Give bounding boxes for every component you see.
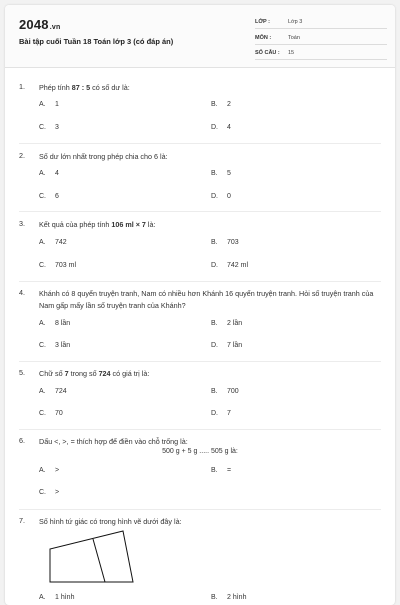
- question-divider: [19, 211, 381, 212]
- option-2c[interactable]: C. 6: [39, 193, 59, 200]
- meta-count-row: [255, 46, 387, 60]
- meta-subject-row: [255, 31, 387, 45]
- option-5c[interactable]: C. 70: [39, 410, 63, 417]
- question-divider: [19, 429, 381, 430]
- option-6c[interactable]: C. >: [39, 489, 60, 496]
- question-divider: [19, 361, 381, 362]
- meta-subject-key: MÔN :: [255, 35, 272, 41]
- option-5a[interactable]: A. 724: [39, 388, 67, 395]
- outer-quadrilateral: [50, 531, 133, 582]
- question-number: 6.: [19, 436, 25, 445]
- option-3a[interactable]: A. 742: [39, 239, 67, 246]
- question-number: 4.: [19, 288, 25, 297]
- question-number: 2.: [19, 151, 25, 160]
- meta-count-value: 15: [288, 50, 295, 56]
- meta-class-value: Lớp 3: [288, 19, 303, 25]
- worksheet-page: [5, 5, 395, 605]
- question-text: Số dư lớn nhất trong phép chia cho 6 là:: [39, 152, 168, 161]
- question-number: 3.: [19, 219, 25, 228]
- question-divider: [19, 281, 381, 282]
- quadrilateral-figure: [45, 529, 135, 585]
- question-number: 7.: [19, 516, 25, 525]
- option-3d[interactable]: D. 742 ml: [211, 262, 249, 269]
- comparison-expression: 500 g + 5 g ..... 505 g là:: [162, 448, 238, 455]
- site-logo[interactable]: [19, 17, 60, 32]
- option-4d[interactable]: D. 7 lần: [211, 342, 243, 349]
- option-5b[interactable]: B. 700: [211, 388, 239, 395]
- worksheet-header: [5, 5, 395, 68]
- option-1a[interactable]: A. 1: [39, 101, 59, 108]
- meta-class-row: [255, 15, 387, 29]
- option-2a[interactable]: A. 4: [39, 170, 59, 177]
- option-5d[interactable]: D. 7: [211, 410, 231, 417]
- question-divider: [19, 509, 381, 510]
- question-text: Kết quả của phép tính 106 ml × 7 là:: [39, 220, 156, 229]
- option-7b[interactable]: B. 2 hình: [211, 594, 247, 601]
- option-4a[interactable]: A. 8 lần: [39, 320, 71, 327]
- option-6a[interactable]: A. >: [39, 467, 60, 474]
- question-text: Dấu <, >, = thích hợp để điền vào chỗ trống là:: [39, 437, 188, 446]
- meta-subject-value: Toán: [288, 35, 300, 41]
- option-2d[interactable]: D. 0: [211, 193, 231, 200]
- option-1d[interactable]: D. 4: [211, 124, 231, 131]
- question-text: Khánh có 8 quyển truyện tranh, Nam có nhiều hơn Khánh 16 quyển truyện tranh. Hỏi số truyện tranh của Nam gấp mấy lần số truyện tranh của Khánh?: [39, 289, 374, 310]
- option-4c[interactable]: C. 3 lần: [39, 342, 71, 349]
- option-3b[interactable]: B. 703: [211, 239, 239, 246]
- meta-class-key: LỚP :: [255, 19, 270, 25]
- question-text: Chữ số 7 trong số 724 có giá trị là:: [39, 369, 150, 378]
- option-1c[interactable]: C. 3: [39, 124, 59, 131]
- option-1b[interactable]: B. 2: [211, 101, 231, 108]
- page-title: Bài tập cuối Tuần 18 Toán lớp 3 (có đáp án): [19, 37, 174, 46]
- divider-segment: [93, 539, 105, 582]
- meta-count-key: SỐ CÂU :: [255, 50, 280, 56]
- option-2b[interactable]: B. 5: [211, 170, 231, 177]
- question-divider: [19, 143, 381, 144]
- question-number: 5.: [19, 368, 25, 377]
- option-4b[interactable]: B. 2 lần: [211, 320, 243, 327]
- option-6b[interactable]: B. =: [211, 467, 232, 474]
- question-text: Số hình tứ giác có trong hình vẽ dưới đây là:: [39, 517, 182, 526]
- option-3c[interactable]: C. 703 ml: [39, 262, 77, 269]
- question-number: 1.: [19, 82, 25, 91]
- logo-tld[interactable]: .vn: [49, 24, 61, 31]
- logo-text[interactable]: 2048: [19, 17, 49, 32]
- option-7a[interactable]: A. 1 hình: [39, 594, 75, 601]
- question-text: Phép tính 87 : 5 có số dư là:: [39, 83, 130, 92]
